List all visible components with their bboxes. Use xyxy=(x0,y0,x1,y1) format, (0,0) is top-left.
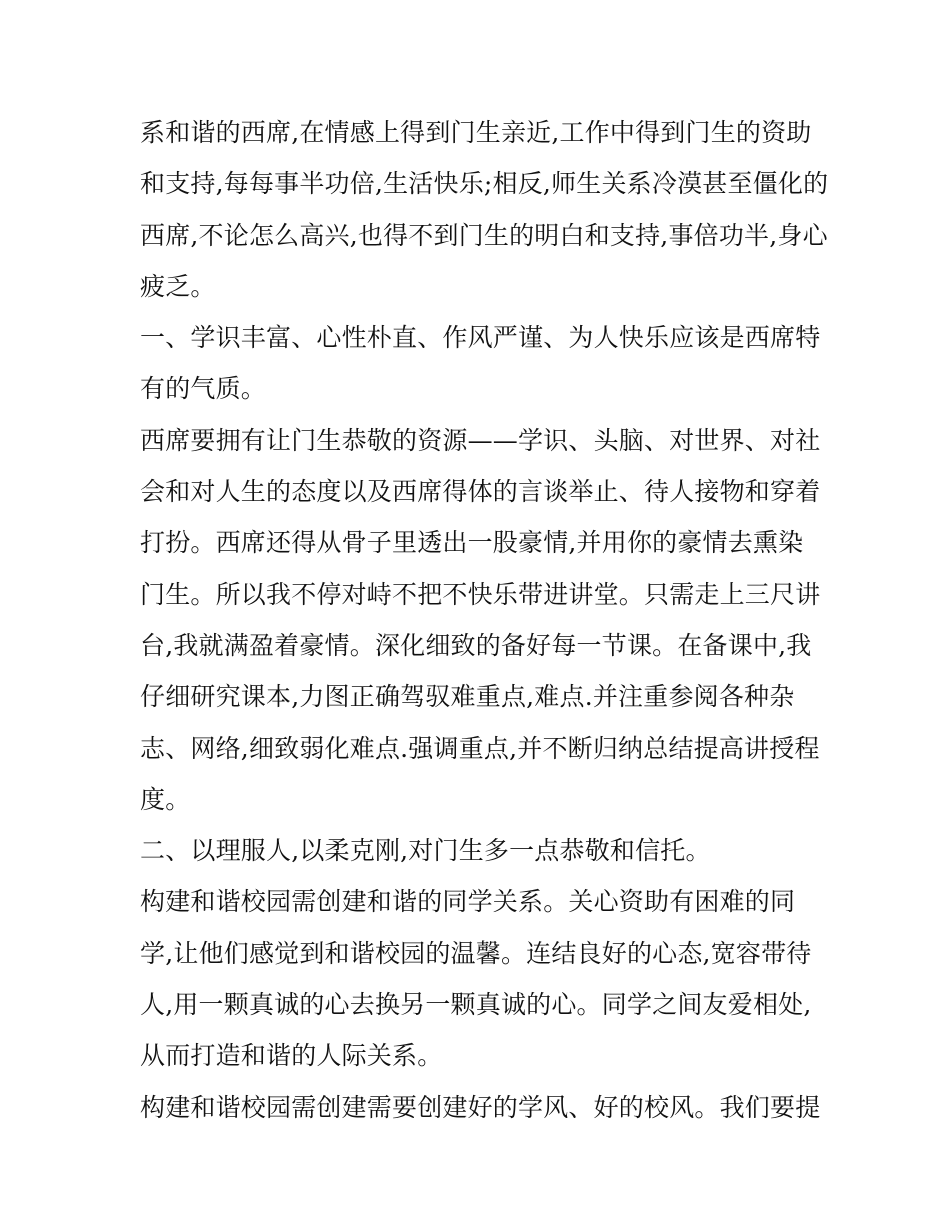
text-line: 从而打造和谐的人际关系。 xyxy=(140,1041,443,1071)
body-text xyxy=(140,107,829,1133)
text-line: 台,我就满盈着豪情。深化细致的备好每一节课。在备课中,我 xyxy=(140,630,812,660)
heading-line: 有的气质。 xyxy=(140,374,267,404)
text-line: 疲乏。 xyxy=(140,271,216,301)
heading-line: 一、学识丰富、心性朴直、作风严谨、为人快乐应该是西席特 xyxy=(140,323,821,353)
text-line: 人,用一颗真诚的心去换另一颗真诚的心。同学之间友爱相处, xyxy=(140,990,812,1020)
text-line: 会和对人生的态度以及西席得体的言谈举止、待人接物和穿着 xyxy=(140,477,821,507)
text-line: 西席要拥有让门生恭敬的资源——学识、头脑、对世界、对社 xyxy=(140,425,821,455)
text-line: 系和谐的西席,在情感上得到门生亲近,工作中得到门生的资助 xyxy=(140,118,812,147)
text-line: 志、网络,细致弱化难点.强调重点,并不断归纳总结提高讲授程 xyxy=(140,733,820,763)
text-line: 西席,不论怎么高兴,也得不到门生的明白和支持,事倍功半,身心 xyxy=(140,220,828,250)
text-line: 仔细研究课本,力图正确驾驭难重点,难点.并注重参阅各种杂 xyxy=(140,682,795,712)
text-line: 构建和谐校园需创建需要创建好的学风、好的校风。我们要提 xyxy=(140,1092,821,1122)
text-line: 度。 xyxy=(140,784,191,814)
text-line: 和支持,每每事半功倍,生活快乐;相反,师生关系冷漠甚至僵化的 xyxy=(140,169,829,199)
text-line: 打扮。西席还得从骨子里透出一股豪情,并用你的豪情去熏染 xyxy=(140,528,804,558)
heading-line: 二、以理服人,以柔克刚,对门生多一点恭敬和信托。 xyxy=(140,836,711,866)
text-line: 学,让他们感觉到和谐校园的温馨。连结良好的心态,宽容带待 xyxy=(140,938,812,968)
text-line: 门生。所以我不停对峙不把不快乐带进讲堂。只需走上三尺讲 xyxy=(140,579,821,609)
text-line: 构建和谐校园需创建和谐的同学关系。关心资助有困难的同 xyxy=(140,887,796,917)
